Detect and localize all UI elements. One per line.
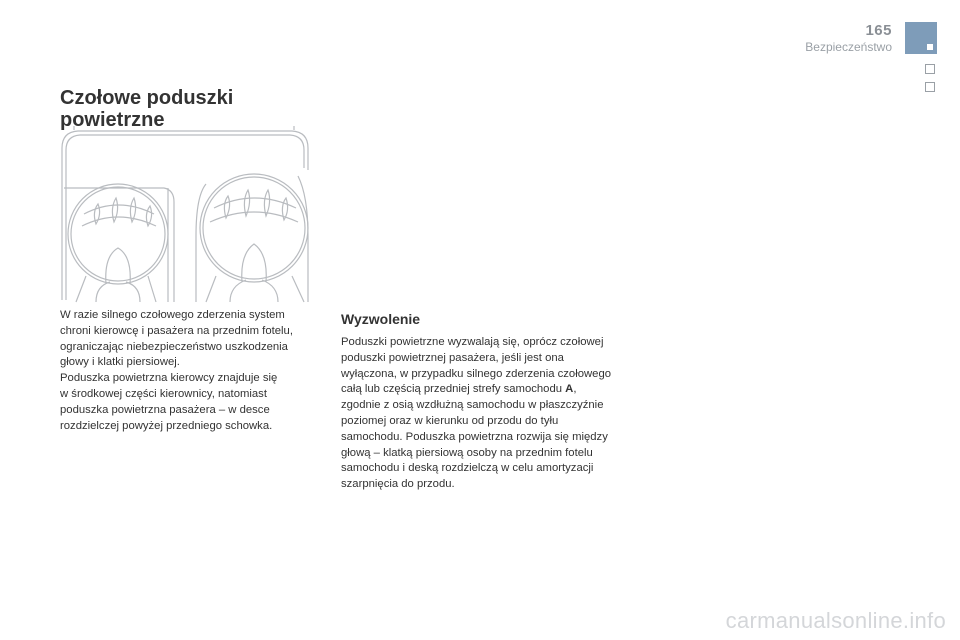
chapter-tab-empty-1[interactable] <box>925 64 935 74</box>
intro-line: W razie silnego czołowego zderzenia system <box>60 309 285 321</box>
page-number: 165 <box>865 22 892 39</box>
chapter-tab-active[interactable] <box>905 22 937 54</box>
watermark: carmanualsonline.info <box>725 608 946 633</box>
tab-marker-icon <box>927 44 933 50</box>
intro-line: w środkowej części kierownicy, natomiast <box>60 387 267 400</box>
intro-line: głowy i klatki piersiowej. <box>60 356 180 369</box>
intro-line: Poduszka powietrzna kierowcy znajduje się <box>60 372 278 385</box>
activation-paragraph <box>341 335 616 493</box>
activation-heading: Wyzwolenie <box>341 311 421 327</box>
intro-line: chroni kierowcę i pasażera na przednim fotelu, <box>60 324 293 337</box>
chapter-tab-empty-2[interactable] <box>925 82 935 92</box>
activation-text-part: , zgodnie z osią wzdłużną samochodu w płaszczyźnie poziomej oraz w kierunku od przodu do tyłu samochodu. Poduszka powietrzna rozwija się między głową – klatką piersiową osoby na przednim fotelu samochodu i deską rozdzielczą w celu amortyzacji szarpnięcia do przodu. <box>341 383 608 491</box>
intro-line: poduszka powietrzna pasażera – w desce <box>60 403 270 416</box>
page-title: Czołowe poduszki powietrzne <box>60 87 234 131</box>
activation-text-part: Poduszki powietrzne wyzwalają się, oprócz czołowej poduszki powietrznej pasażera, jeśli jest ona wyłączona, w przypadku silnego zderzenia czołowego całą lub częścią przedniej strefy samochodu <box>341 336 612 396</box>
airbag-illustration <box>56 126 316 304</box>
intro-line: rozdzielczej powyżej przedniego schowka. <box>60 419 273 432</box>
zone-label: A <box>565 383 574 396</box>
section-name: Bezpieczeństwo <box>805 40 892 54</box>
intro-paragraph <box>60 308 330 434</box>
intro-line: ograniczając niebezpieczeństwo uszkodzenia <box>60 340 288 353</box>
